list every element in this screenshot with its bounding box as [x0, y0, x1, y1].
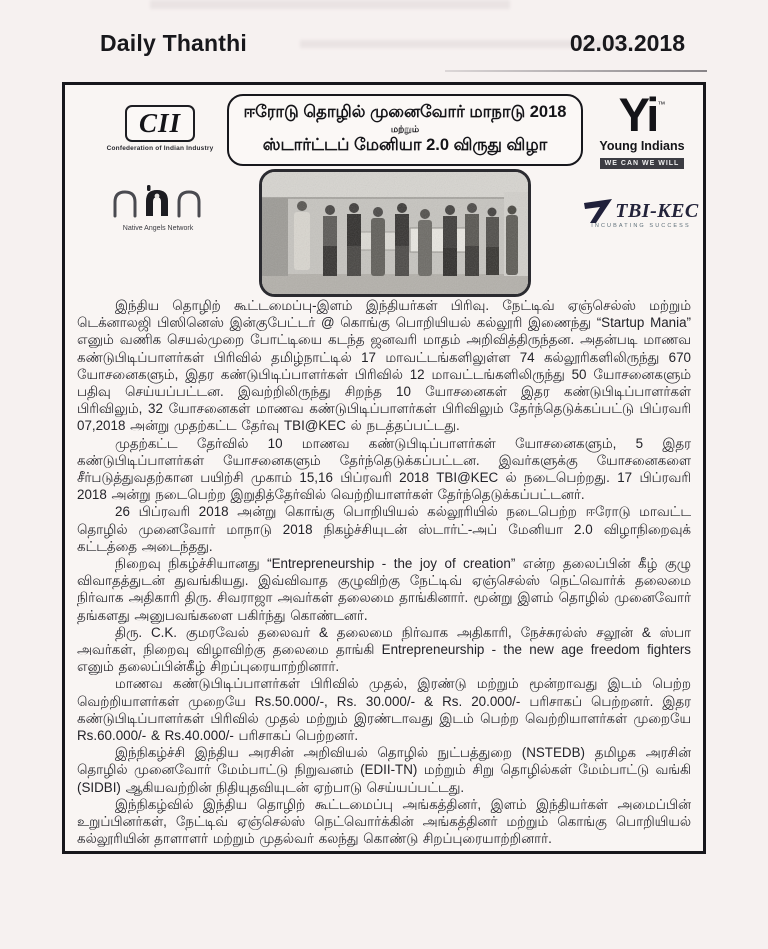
nan-caption: Native Angels Network	[122, 225, 194, 232]
article-paragraph: நிறைவு நிகழ்ச்சியானது “Entrepreneurship - the joy of creation” என்ற தலைப்பின் கீழ் குழு விவாதத்துடன் துவங்கியது. இவ்விவாத குழுவிற்கு நேட்டிவ் ஏஞ்செல்ஸ் நெட்வொர்க் தலைமை நிர்வாக அதிகாரி திரு. சிவராஜா அவர்கள் தலைமை தாங்கினார். மூன்று இளம் தொழில் முனைவோர் தங்களது அனுபவங்களை பகிர்ந்து கொண்டனர்.	[77, 556, 691, 623]
article-paragraph: முதற்கட்ட தேர்வில் 10 மாணவ கண்டுபிடிப்பாளர்கள் யோசனைகளும், 5 இதர கண்டுபிடிப்பாளர்கள் யோசனைகளும் தேர்ந்தெடுக்கப்பட்டன. இவர்களுக்கு யோசனைகளை சீர்படுத்துவதற்கான பயிற்சி முகாம் 15,16 பிப்ரவரி 2018 TBI@KEC ல் நடைபெற்றது. 17 பிப்ரவரி 2018 அன்று நடைபெற்ற இறுதித்தேர்வில் வெற்றியாளர்கள் தேர்ந்தெடுக்கப்பட்டனர்.	[77, 435, 691, 503]
event-photo	[259, 169, 531, 297]
cii-acronym: CII	[138, 108, 182, 138]
yi-name: Young Indians	[599, 139, 685, 153]
event-title-line1: ஈரோடு தொழில் முனைவோர் மாநாடு 2018	[243, 103, 567, 121]
article-paragraph: மாணவ கண்டுபிடிப்பாளர்கள் பிரிவில் முதல், இரண்டு மற்றும் மூன்றாவது இடம் பெற்ற வெற்றியாளர்கள் முறையே Rs.50.000/-, Rs. 30.000/- & Rs. 20.000/- பரிசாகப் பெற்றனர். இதர கண்டுபிடிப்பாளர்கள் பிரிவில் முதல் மற்றும் இரண்டாவது இடம் பெற்ற வெற்றியாளர்கள் முறையே Rs.60.000/- & Rs.40.000/- பரிசாகப் பெற்றனர்.	[77, 676, 691, 744]
yi-logo	[587, 88, 697, 169]
scan-artifact-line	[445, 70, 707, 72]
native-angels-network-logo	[99, 185, 217, 232]
cii-logo	[91, 105, 229, 152]
cii-logo-box	[125, 105, 195, 142]
event-photo-illustration	[262, 172, 528, 294]
tbi-name: TBI-KEC	[615, 199, 699, 222]
trademark-icon: ™	[657, 100, 666, 109]
tbi-arrow-icon	[583, 199, 613, 223]
news-clipping-frame	[62, 82, 706, 854]
event-title-line3: ஸ்டார்ட்டப் மேனியா 2.0 விருது விழா	[262, 136, 548, 155]
article-paragraph: திரு. C.K. குமரவேல் தலைவர் & தலைமை நிர்வாக அதிகாரி, நேச்சுரல்ஸ் சலூன் & ஸ்பா அவர்கள், நிறைவு விழாவிற்கு தலைமை தாங்கி Entrepreneurship - the new age freedom fighters எனும் தலைப்பின்கீழ் சிறப்புரையாற்றினார்.	[77, 624, 692, 675]
nan-arches-icon	[110, 185, 206, 219]
publication-date: 02.03.2018	[569, 30, 685, 56]
publication-name: Daily Thanthi	[100, 30, 248, 56]
tbi-tagline: INCUBATING SUCCESS	[591, 223, 691, 229]
article-paragraph: இந்திய தொழிற் கூட்டமைப்பு-இளம் இந்தியர்கள் பிரிவு. நேட்டிவ் ஏஞ்செல்ஸ் மற்றும் டெக்னாலஜி பிஸினெஸ் இன்குபேட்டர் @ கொங்கு பொறியியல் கல்லூரி இணைந்து “Startup Mania” எனும் வணிக செயல்முறை போட்டியை கடந்த ஜனவரி மாதம் அறிவித்திருந்தன. அதன்படி மாணவ கண்டுபிடிப்பாளர்கள் பிரிவில் தமிழ்நாட்டில் 17 மாவட்டங்களிலுள்ள 74 கல்லூரிகளிலிருந்து 670 யோசனைகளும், இதர கண்டுபிடிப்பாளர்கள் பிரிவில் 12 மாவட்டங்களிலிருந்து 50 யோசனைகளும் பதிவு செய்யப்பட்டன. இவற்றிலிருந்து சிறந்த 10 யோசனைகள் இதர கண்டுபிடிப்பாளர்கள் பிரிவிலும், 32 யோசனைகள் மாணவ கண்டுபிடிப்பாளர்கள் பிரிவிலும் தேர்ந்தெடுக்கப்பட்டு பிப்ரவரி 07,2018 அன்று முதற்கட்ட தேர்வு TBI@KEC ல் நடத்தப்பட்டது.	[77, 298, 691, 434]
event-title-box	[227, 94, 583, 166]
event-title-line2: மற்றும்	[390, 123, 420, 134]
yi-mark: Yi	[618, 88, 658, 141]
article-paragraph: 26 பிப்ரவரி 2018 அன்று கொங்கு பொறியியல் கல்லூரியில் நடைபெற்ற ஈரோடு மாவட்ட தொழில் முனைவோர் மாநாடு 2018 நிகழ்ச்சியுடன் ஸ்டார்ட்-அப் மேனியா 2.0 விழாநிறைவுக் கட்டத்தை அடைந்தது.	[77, 504, 691, 554]
article-paragraph: இந்நிகழ்வில் இந்திய தொழிற் கூட்டமைப்பு அங்கத்தினர், இளம் இந்தியர்கள் அமைப்பின் உறுப்பினர்கள், நேட்டிவ் ஏஞ்செல்ஸ் நெட்வொர்க்கின் அங்கத்தினர் மற்றும் கொங்கு பொறியியல் கல்லூரியின் தாளாளர் மற்றும் முதல்வர் கலந்து கொண்டு சிறப்புரையாற்றினார்.	[77, 796, 691, 847]
bleed-through-text-strip	[150, 0, 510, 9]
yi-slogan-badge: WE CAN WE WILL	[600, 158, 685, 169]
article-body	[77, 297, 691, 848]
article-paragraph: இந்நிகழ்ச்சி இந்திய அரசின் அறிவியல் தொழில் நுட்பத்துறை (NSTEDB) தமிழக அரசின் தொழில் முனைவோர் மேம்பாட்டு நிறுவனம் (EDII-TN) மற்றும் சிறு தொழில்கள் மேம்பாட்டு வங்கி (SIDBI) ஆகியவற்றின் நிதியுதவியுடன் ஏற்பாடு செய்யப்பட்டது.	[77, 745, 691, 795]
tbi-kec-logo	[571, 199, 711, 229]
cii-caption: Confederation of Indian Industry	[106, 145, 214, 152]
